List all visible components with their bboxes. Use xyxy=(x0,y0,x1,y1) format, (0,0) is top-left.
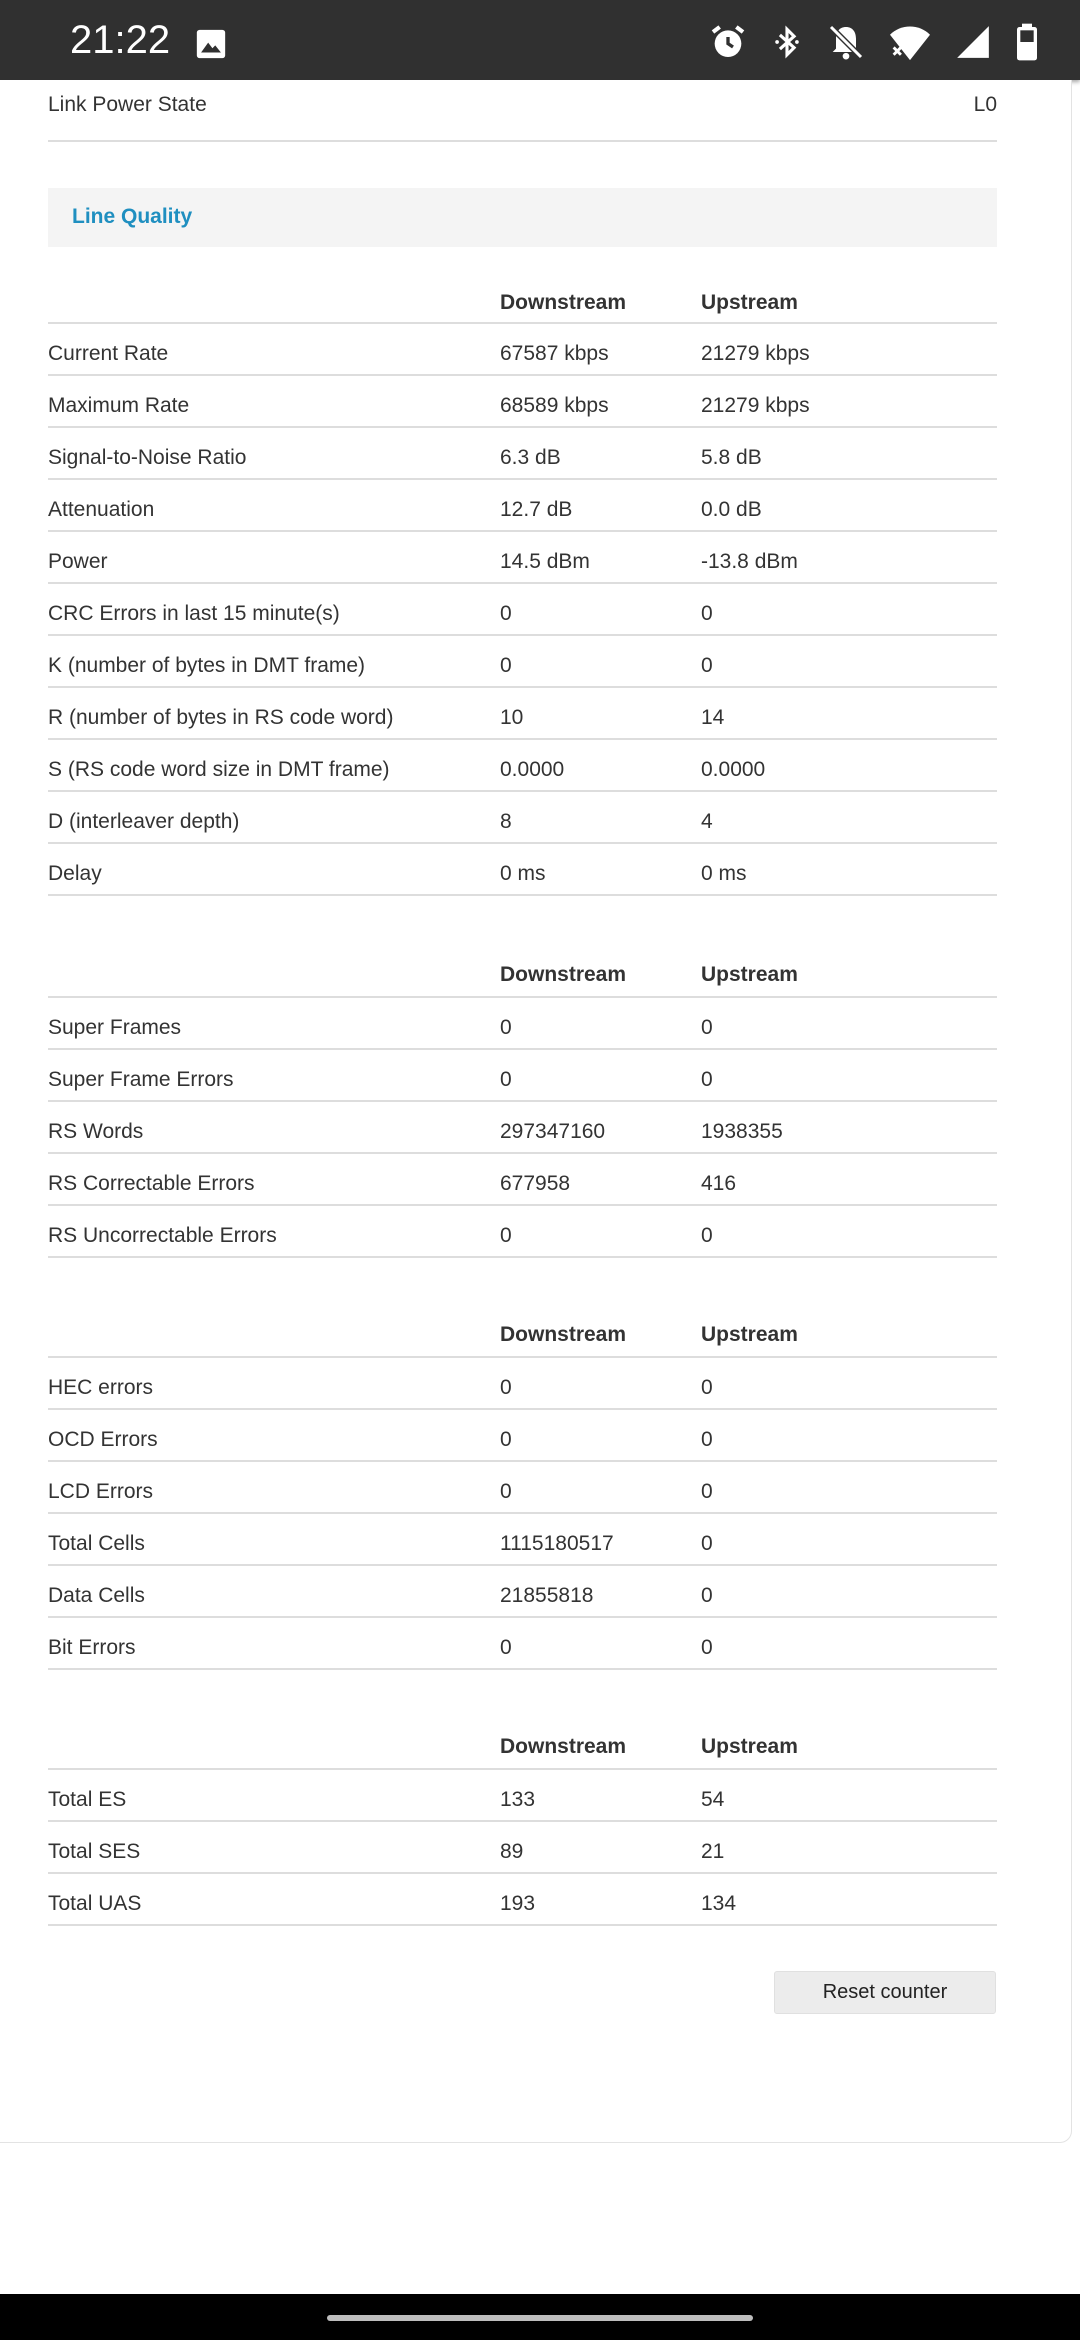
upstream-value: 5.8 dB xyxy=(701,446,762,469)
table-row xyxy=(48,1356,997,1410)
upstream-value: 134 xyxy=(701,1892,737,1915)
table-row xyxy=(48,582,997,636)
table-row xyxy=(48,1512,997,1566)
battery-icon xyxy=(1014,22,1040,67)
upstream-value: 0 xyxy=(701,1224,713,1247)
row-label: Super Frames xyxy=(48,1016,182,1039)
upstream-value: 14 xyxy=(701,706,725,729)
row-label: HEC errors xyxy=(48,1376,154,1399)
column-header-upstream: Upstream xyxy=(701,1735,798,1758)
row-label: Super Frame Errors xyxy=(48,1068,234,1091)
upstream-value: 21 xyxy=(701,1840,725,1863)
downstream-value: 8 xyxy=(500,810,512,833)
downstream-value: 14.5 dBm xyxy=(500,550,590,573)
upstream-value: 0 xyxy=(701,1376,713,1399)
column-header-downstream: Downstream xyxy=(500,291,627,314)
column-header-downstream: Downstream xyxy=(500,1735,627,1758)
row-label: Signal-to-Noise Ratio xyxy=(48,446,247,469)
link-power-state-label: Link Power State xyxy=(48,93,207,116)
row-label: Data Cells xyxy=(48,1584,145,1607)
table-row xyxy=(48,1616,997,1670)
table-row xyxy=(48,426,997,480)
row-label: Bit Errors xyxy=(48,1636,136,1659)
downstream-value: 0 xyxy=(500,1068,512,1091)
row-label: CRC Errors in last 15 minute(s) xyxy=(48,602,340,625)
upstream-value: 0 ms xyxy=(701,862,747,885)
downstream-value: 12.7 dB xyxy=(500,498,573,521)
upstream-value: 0 xyxy=(701,602,713,625)
table-row xyxy=(48,1820,997,1874)
status-time: 21:22 xyxy=(70,18,171,62)
row-label: D (interleaver depth) xyxy=(48,810,240,833)
row-label: Maximum Rate xyxy=(48,394,190,417)
reset-counter-button[interactable]: Reset counter xyxy=(774,1971,996,2014)
downstream-value: 0 xyxy=(500,1428,512,1451)
upstream-value: 21279 kbps xyxy=(701,394,810,417)
table-row xyxy=(48,374,997,428)
row-label: Current Rate xyxy=(48,342,169,365)
row-label: LCD Errors xyxy=(48,1480,154,1503)
link-power-state-row xyxy=(48,80,997,142)
row-label: RS Uncorrectable Errors xyxy=(48,1224,277,1247)
upstream-value: 4 xyxy=(701,810,713,833)
row-label: K (number of bytes in DMT frame) xyxy=(48,654,366,677)
section-title: Line Quality xyxy=(72,205,193,228)
status-icons xyxy=(708,22,1040,67)
bluetooth-icon xyxy=(770,22,804,67)
downstream-value: 0 xyxy=(500,1016,512,1039)
upstream-value: 0 xyxy=(701,1428,713,1451)
table-row xyxy=(48,1152,997,1206)
table-row xyxy=(48,738,997,792)
downstream-value: 133 xyxy=(500,1788,536,1811)
upstream-value: 0.0 dB xyxy=(701,498,762,521)
downstream-value: 1115180517 xyxy=(500,1532,614,1555)
image-icon xyxy=(194,27,228,66)
upstream-value: 416 xyxy=(701,1172,737,1195)
row-label: RS Words xyxy=(48,1120,144,1143)
upstream-value: 0 xyxy=(701,1480,713,1503)
downstream-value: 89 xyxy=(500,1840,524,1863)
row-label: Total ES xyxy=(48,1788,127,1811)
downstream-value: 6.3 dB xyxy=(500,446,561,469)
table-row xyxy=(48,842,997,896)
upstream-value: 54 xyxy=(701,1788,725,1811)
downstream-value: 0 xyxy=(500,654,512,677)
table-row xyxy=(48,478,997,532)
column-header-downstream: Downstream xyxy=(500,963,627,986)
downstream-value: 0 xyxy=(500,602,512,625)
upstream-value: 0 xyxy=(701,654,713,677)
table-row xyxy=(48,530,997,584)
downstream-value: 67587 kbps xyxy=(500,342,609,365)
table-header xyxy=(48,282,997,324)
row-label: OCD Errors xyxy=(48,1428,158,1451)
row-label: Total UAS xyxy=(48,1892,142,1915)
upstream-value: -13.8 dBm xyxy=(701,550,798,573)
downstream-value: 68589 kbps xyxy=(500,394,609,417)
table-row xyxy=(48,1408,997,1462)
column-header-upstream: Upstream xyxy=(701,1323,798,1346)
row-label: Attenuation xyxy=(48,498,155,521)
link-power-state-value: L0 xyxy=(973,93,997,116)
table-row xyxy=(48,1100,997,1154)
status-bar xyxy=(0,0,1080,80)
upstream-value: 1938355 xyxy=(701,1120,783,1143)
downstream-value: 0 xyxy=(500,1224,512,1247)
downstream-value: 21855818 xyxy=(500,1584,594,1607)
table-header xyxy=(48,1316,997,1358)
downstream-value: 297347160 xyxy=(500,1120,606,1143)
table-row xyxy=(48,1564,997,1618)
table-row xyxy=(48,1768,997,1822)
table-header xyxy=(48,1728,997,1770)
downstream-value: 0 ms xyxy=(500,862,546,885)
row-label: RS Correctable Errors xyxy=(48,1172,255,1195)
row-label: Total Cells xyxy=(48,1532,145,1555)
downstream-value: 677958 xyxy=(500,1172,571,1195)
table-row xyxy=(48,790,997,844)
notifications-off-icon xyxy=(826,22,866,67)
column-header-downstream: Downstream xyxy=(500,1323,627,1346)
alarm-icon xyxy=(708,22,748,67)
home-gesture-handle[interactable] xyxy=(327,2315,753,2321)
table-header xyxy=(48,956,997,998)
downstream-value: 0 xyxy=(500,1480,512,1503)
column-header-upstream: Upstream xyxy=(701,291,798,314)
downstream-value: 0 xyxy=(500,1636,512,1659)
table-row xyxy=(48,1460,997,1514)
downstream-value: 193 xyxy=(500,1892,536,1915)
downstream-value: 10 xyxy=(500,706,524,729)
table-row xyxy=(48,686,997,740)
upstream-value: 0 xyxy=(701,1584,713,1607)
upstream-value: 21279 kbps xyxy=(701,342,810,365)
table-row xyxy=(48,996,997,1050)
table-row xyxy=(48,1204,997,1258)
row-label: R (number of bytes in RS code word) xyxy=(48,706,394,729)
upstream-value: 0 xyxy=(701,1016,713,1039)
cellular-signal-icon xyxy=(954,22,992,67)
table-row xyxy=(48,1048,997,1102)
line-quality-section-header xyxy=(48,188,997,247)
row-label: S (RS code word size in DMT frame) xyxy=(48,758,390,781)
column-header-upstream: Upstream xyxy=(701,963,798,986)
downstream-value: 0.0000 xyxy=(500,758,565,781)
upstream-value: 0 xyxy=(701,1068,713,1091)
upstream-value: 0 xyxy=(701,1532,713,1555)
row-label: Delay xyxy=(48,862,102,885)
row-label: Total SES xyxy=(48,1840,141,1863)
wifi-icon xyxy=(888,22,932,67)
upstream-value: 0.0000 xyxy=(701,758,766,781)
upstream-value: 0 xyxy=(701,1636,713,1659)
row-label: Power xyxy=(48,550,108,573)
table-row xyxy=(48,322,997,376)
table-row xyxy=(48,1872,997,1926)
table-row xyxy=(48,634,997,688)
downstream-value: 0 xyxy=(500,1376,512,1399)
